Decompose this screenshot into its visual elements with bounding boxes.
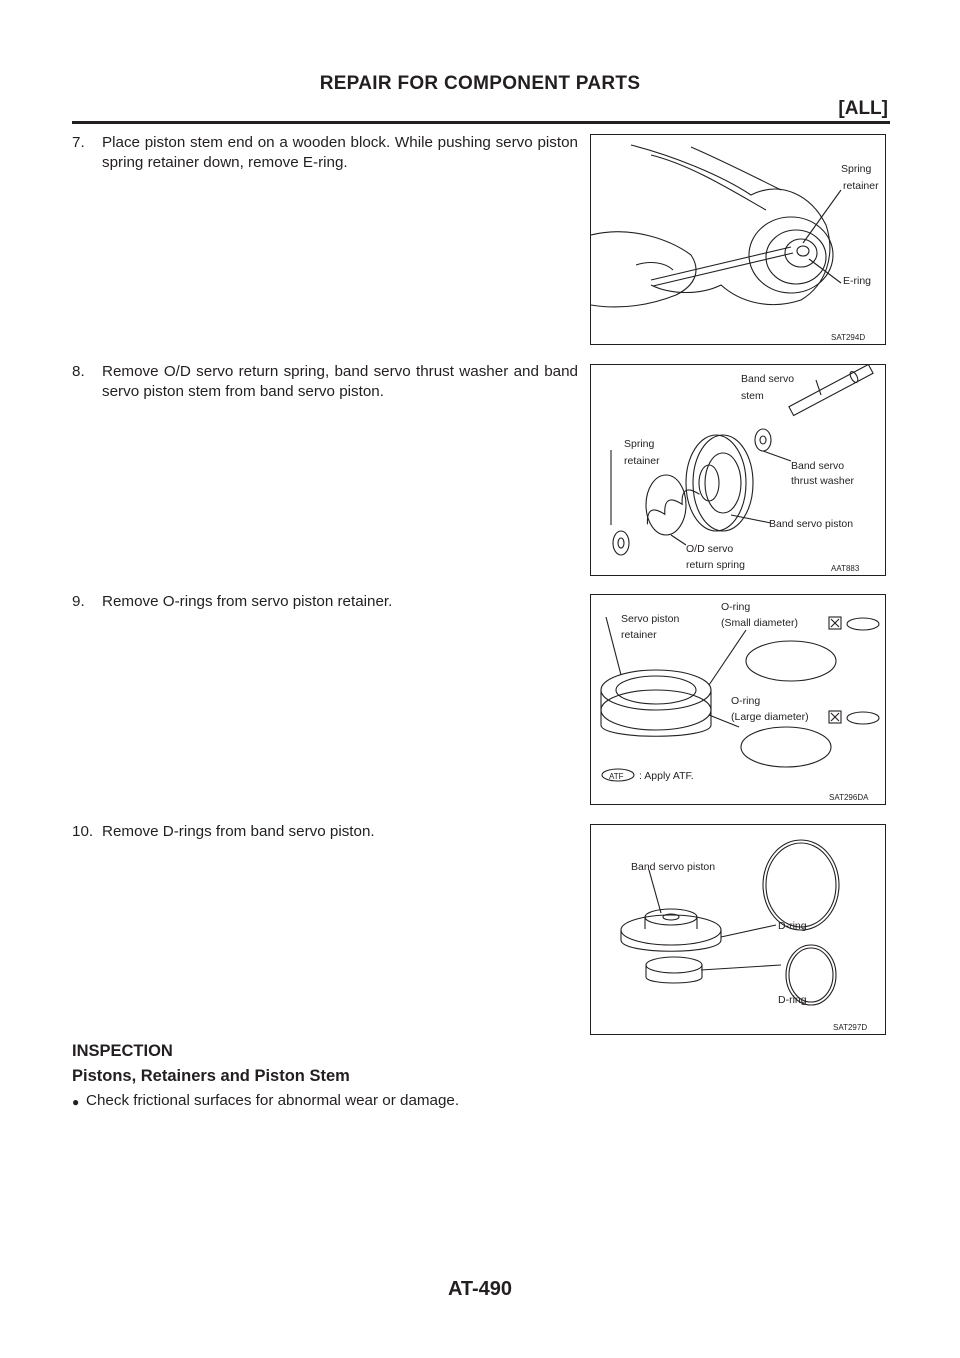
label-band-servo-piston: Band servo piston <box>631 861 716 873</box>
bullet-icon: ● <box>72 1095 80 1109</box>
step-number: 7. <box>72 134 85 151</box>
figure-band-servo-d-rings <box>590 824 886 1035</box>
step-number: 8. <box>72 363 85 380</box>
step-text: Remove O-rings from servo piston retainer. <box>102 593 393 610</box>
label-e-ring: E-ring <box>843 275 872 287</box>
step-text: Remove D-rings from band servo piston. <box>102 823 375 840</box>
servo-piston-retainer-illustration <box>591 595 884 803</box>
inspection-subheading: Pistons, Retainers and Piston Stem <box>72 1067 350 1085</box>
label-band-servo-piston: Band servo piston <box>769 518 854 530</box>
section-label: [ALL] <box>838 98 888 119</box>
label-band-servo-washer: Band servo <box>791 460 845 472</box>
label-large-diameter: (Large diameter) <box>731 711 809 723</box>
label-stem: stem <box>741 390 764 402</box>
step-number: 10. <box>72 823 94 840</box>
label-o-ring-large: O-ring <box>731 695 761 707</box>
band-servo-d-rings-illustration <box>591 825 884 1033</box>
inspection-bullet: Check frictional surfaces for abnormal wear or damage. <box>86 1092 460 1109</box>
label-spring: Spring <box>624 438 655 450</box>
label-small-diameter: (Small diameter) <box>721 617 799 629</box>
page-number: AT-490 <box>447 1278 513 1300</box>
label-apply-atf: : Apply ATF. <box>639 770 694 782</box>
figure-servo-piston-retainer <box>590 594 886 805</box>
label-return-spring: return spring <box>686 559 745 571</box>
step-number: 9. <box>72 593 85 610</box>
figure-e-ring-removal <box>590 134 886 345</box>
label-o-ring-small: O-ring <box>721 601 751 613</box>
label-thrust-washer: thrust washer <box>791 475 855 487</box>
page-header-title: REPAIR FOR COMPONENT PARTS <box>319 73 641 94</box>
label-atf-badge: ATF <box>609 772 624 781</box>
hand-tool-illustration <box>591 135 884 343</box>
step-text: Remove O/D servo return spring, band servo thrust washer and band servo piston stem from band servo piston. <box>102 363 578 400</box>
label-d-ring-small: D-ring <box>778 994 807 1006</box>
step-9 <box>72 592 578 612</box>
label-retainer: retainer <box>624 455 660 467</box>
header-rule <box>72 121 890 124</box>
label-retainer: retainer <box>843 180 879 192</box>
label-retainer: retainer <box>621 629 657 641</box>
figure-band-servo-exploded <box>590 364 886 576</box>
step-8 <box>72 362 578 402</box>
label-spring: Spring <box>841 163 872 175</box>
step-text: Place piston stem end on a wooden block. While pushing servo piston spring retainer down, remove E-ring. <box>102 134 578 171</box>
figure-code: SAT297D <box>833 1023 868 1032</box>
step-7 <box>72 133 578 173</box>
label-od-servo: O/D servo <box>686 543 734 555</box>
inspection-heading: INSPECTION <box>72 1042 173 1060</box>
label-servo-piston: Servo piston <box>621 613 680 625</box>
band-servo-exploded-illustration <box>591 365 884 574</box>
label-band-servo: Band servo <box>741 373 795 385</box>
label-d-ring-large: D-ring <box>778 920 807 932</box>
figure-code: SAT296DA <box>829 793 869 802</box>
step-10 <box>72 822 578 842</box>
figure-code: SAT294D <box>831 333 866 342</box>
figure-code: AAT883 <box>831 564 860 573</box>
